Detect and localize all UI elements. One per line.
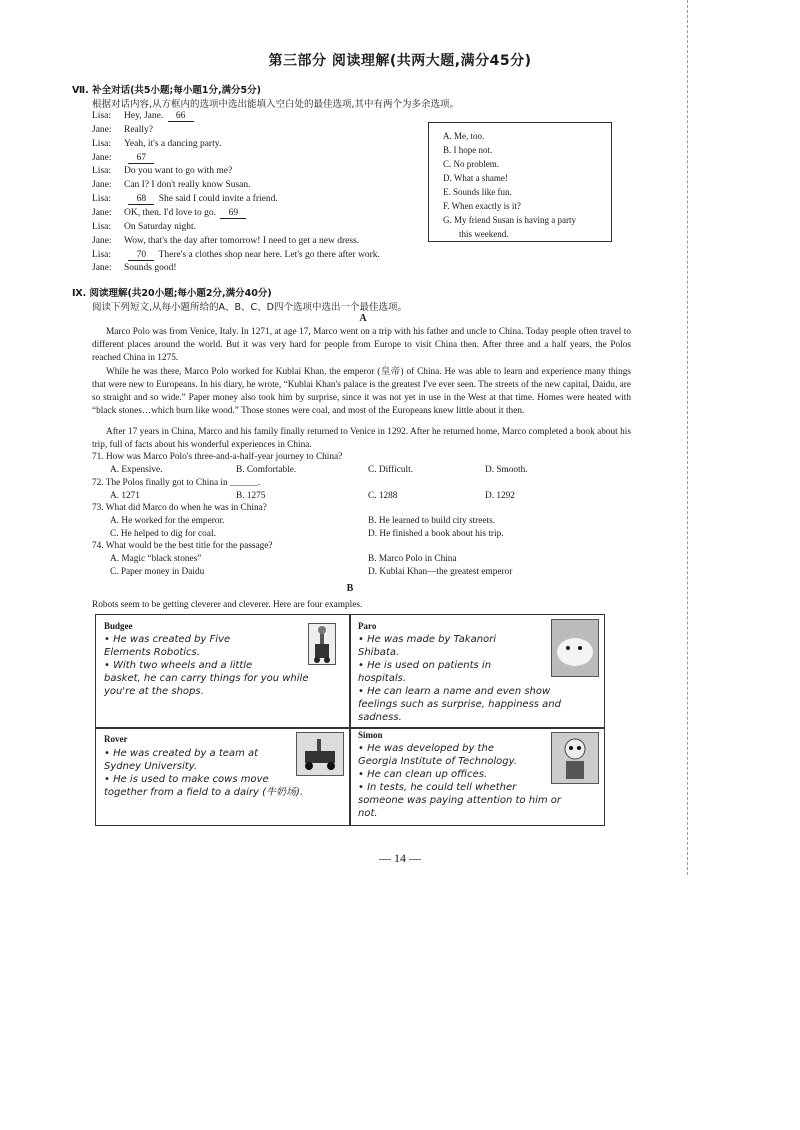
q71-option-b: B. Comfortable. <box>236 465 297 475</box>
speaker-label: Jane: <box>92 208 112 218</box>
paro-line-3: • He is used on patients in <box>358 660 492 671</box>
speaker-label: Lisa: <box>92 111 111 121</box>
binding-margin-line <box>687 0 688 875</box>
budgee-line-4: basket, he can carry things for you while <box>104 673 309 684</box>
speaker-label: Jane: <box>92 263 112 273</box>
part-b-intro: Robots seem to be getting cleverer and cleverer. Here are four examples. <box>92 600 363 610</box>
section9-instruction: 阅读下列短文,从每小题所给的A、B、C、D四个选项中选出一个最佳选项。 <box>92 302 407 313</box>
passage-a-paragraph-1: Marco Polo was from Venice, Italy. In 1271, at age 17, Marco went on a trip with his father and uncle to China. Today people often travel to different places around the world. But it was very hard for people from Europe to visit China then. After three and a half years, the Polos reached China in 1275. <box>92 327 631 363</box>
dialogue-line <box>92 263 177 273</box>
q73-option-c: C. He helped to dig for coal. <box>110 529 216 539</box>
budgee-line-1: • He was created by Five <box>104 634 231 645</box>
dialogue-line <box>92 236 359 246</box>
dialogue-text: OK, then. I'd love to go. <box>124 208 216 218</box>
dialogue-line <box>92 153 156 164</box>
option-d: D. What a shame! <box>443 173 508 183</box>
passage-a-paragraph-2: While he was there, Marco Polo worked for Kublai Khan, the emperor (皇帝) of China. He was able to learn and experience many things that were new to Europeans. In his diary, he wrote, “Kublai Khan's palace is the greatest I've ever seen. The streets of the new capital, Daidu, are so straight and so wide.” Paper money also took him by surprise, since it was not yet in use in the West at that time. Homes were heated with “black stones…which burn like wood.” Those stones were coal, and most of the Europeans knew little about it then. <box>92 367 631 416</box>
option-f: F. When exactly is it? <box>443 201 521 211</box>
dialogue-text-after: She said I could invite a friend. <box>158 194 278 204</box>
answer-blank[interactable]: 68 <box>128 194 154 205</box>
dialogue-line <box>92 180 251 190</box>
table-divider-vertical <box>349 615 351 825</box>
robot-name-budgee: Budgee <box>104 621 133 631</box>
q72-option-d: D. 1292 <box>485 491 515 501</box>
section9-heading: Ⅸ. 阅读理解(共20小题;每小题2分,满分40分) <box>72 288 272 299</box>
dialogue-text: Sounds good! <box>124 263 177 273</box>
rover-robot-icon <box>297 733 343 775</box>
q73-option-d: D. He finished a book about his trip. <box>368 529 504 539</box>
simon-line-6: not. <box>358 808 378 819</box>
dialogue-line <box>92 125 153 135</box>
budgee-image <box>308 623 336 665</box>
option-g-cont: this weekend. <box>459 229 509 239</box>
speaker-label: Lisa: <box>92 222 111 232</box>
speaker-label: Jane: <box>92 125 112 135</box>
simon-line-4: • In tests, he could tell whether <box>358 782 517 793</box>
dialogue-text: Do you want to go with me? <box>124 166 233 176</box>
robot-name-paro: Paro <box>358 621 377 631</box>
paro-image <box>551 619 599 677</box>
rover-line-4: together from a field to a dairy (牛奶场). <box>104 787 304 798</box>
part-b-label: B <box>346 583 354 594</box>
robots-table <box>95 614 605 826</box>
speaker-label: Lisa: <box>92 194 111 204</box>
simon-line-2: Georgia Institute of Technology. <box>358 756 517 767</box>
question-72: 72. The Polos finally got to China in ______. <box>92 478 261 488</box>
simon-image <box>551 732 599 784</box>
passage-a-paragraph-3: After 17 years in China, Marco and his family finally returned to Venice in 1292. After he returned home, Marco completed a book about his trip, full of facts about his wonderful experiences in China. <box>92 427 631 450</box>
speaker-label: Jane: <box>92 180 112 190</box>
simon-robot-icon <box>552 733 598 783</box>
dialogue-text: Hey, Jane. <box>124 111 164 121</box>
dialogue-line <box>92 208 248 219</box>
option-b: B. I hope not. <box>443 145 493 155</box>
q73-option-b: B. He learned to build city streets. <box>368 516 496 526</box>
paro-line-2: Shibata. <box>358 647 400 658</box>
q73-option-a: A. He worked for the emperor. <box>110 516 225 526</box>
answer-blank[interactable]: 69 <box>220 208 246 219</box>
dialogue-line <box>92 139 221 149</box>
simon-line-3: • He can clean up offices. <box>358 769 488 780</box>
dialogue-line <box>92 111 196 122</box>
budgee-line-3: • With two wheels and a little <box>104 660 253 671</box>
page-number: — 14 — <box>379 851 421 865</box>
dialogue-text: Can I? I don't really know Susan. <box>124 180 251 190</box>
dialogue-text: Wow, that's the day after tomorrow! I need to get a new dress. <box>124 236 360 246</box>
paro-line-6: feelings such as surprise, happiness and <box>358 699 561 710</box>
speaker-label: Jane: <box>92 153 112 163</box>
paro-seal-icon <box>552 620 598 676</box>
dialogue-text: Yeah, it's a dancing party. <box>124 139 222 149</box>
question-73: 73. What did Marco do when he was in China? <box>92 503 267 513</box>
options-box <box>428 122 612 242</box>
section7-heading: Ⅶ. 补全对话(共5小题;每小题1分,满分5分) <box>72 85 262 96</box>
paro-line-1: • He was made by Takanori <box>358 634 497 645</box>
speaker-label: Lisa: <box>92 166 111 176</box>
speaker-label: Jane: <box>92 236 112 246</box>
dialogue-text-after: There's a clothes shop near here. Let's go there after work. <box>158 250 380 260</box>
section7-instruction: 根据对话内容,从方框内的选项中选出能填入空白处的最佳选项,其中有两个为多余选项。 <box>92 99 460 110</box>
rover-image <box>296 732 344 776</box>
simon-line-5: someone was paying attention to him or <box>358 795 562 806</box>
budgee-line-2: Elements Robotics. <box>104 647 200 658</box>
paro-line-7: sadness. <box>358 712 402 723</box>
q74-option-d: D. Kublai Khan—the greatest emperor <box>368 567 513 577</box>
question-71: 71. How was Marco Polo's three-and-a-half-year journey to China? <box>92 452 343 462</box>
dialogue-line <box>92 194 278 205</box>
dialogue-line <box>92 166 232 176</box>
speaker-label: Lisa: <box>92 139 111 149</box>
dialogue-line <box>92 250 380 261</box>
q74-option-b: B. Marco Polo in China <box>368 554 457 564</box>
answer-blank[interactable]: 70 <box>128 250 154 261</box>
budgee-robot-icon <box>309 624 335 664</box>
robot-name-rover: Rover <box>104 734 128 744</box>
table-divider-horizontal <box>96 727 604 729</box>
dialogue-text: Really? <box>124 125 154 135</box>
option-e: E. Sounds like fun. <box>443 187 512 197</box>
q74-option-a: A. Magic “black stones” <box>110 554 202 564</box>
option-c: C. No problem. <box>443 159 499 169</box>
q72-option-a: A. 1271 <box>110 491 140 501</box>
q72-option-c: C. 1288 <box>368 491 398 501</box>
q71-option-d: D. Smooth. <box>485 465 528 475</box>
paro-line-5: • He can learn a name and even show <box>358 686 551 697</box>
page-title: 第三部分 阅读理解(共两大题,满分45分) <box>268 53 532 69</box>
simon-line-1: • He was developed by the <box>358 743 494 754</box>
option-g: G. My friend Susan is having a party <box>443 215 576 225</box>
q72-option-b: B. 1275 <box>236 491 266 501</box>
rover-line-1: • He was created by a team at <box>104 748 259 759</box>
robot-name-simon: Simon <box>358 730 383 740</box>
q71-option-c: C. Difficult. <box>368 465 414 475</box>
question-74: 74. What would be the best title for the passage? <box>92 541 273 551</box>
part-a-label: A <box>359 313 367 324</box>
q71-option-a: A. Expensive. <box>110 465 163 475</box>
dialogue-text: On Saturday night. <box>124 222 197 232</box>
speaker-label: Lisa: <box>92 250 111 260</box>
q74-option-c: C. Paper money in Daidu <box>110 567 205 577</box>
option-a: A. Me, too. <box>443 131 485 141</box>
rover-line-3: • He is used to make cows move <box>104 774 269 785</box>
answer-blank[interactable]: 66 <box>168 111 194 122</box>
paro-line-4: hospitals. <box>358 673 407 684</box>
budgee-line-5: you're at the shops. <box>104 686 204 697</box>
dialogue-line <box>92 222 196 232</box>
answer-blank[interactable]: 67 <box>128 153 154 164</box>
rover-line-2: Sydney University. <box>104 761 198 772</box>
